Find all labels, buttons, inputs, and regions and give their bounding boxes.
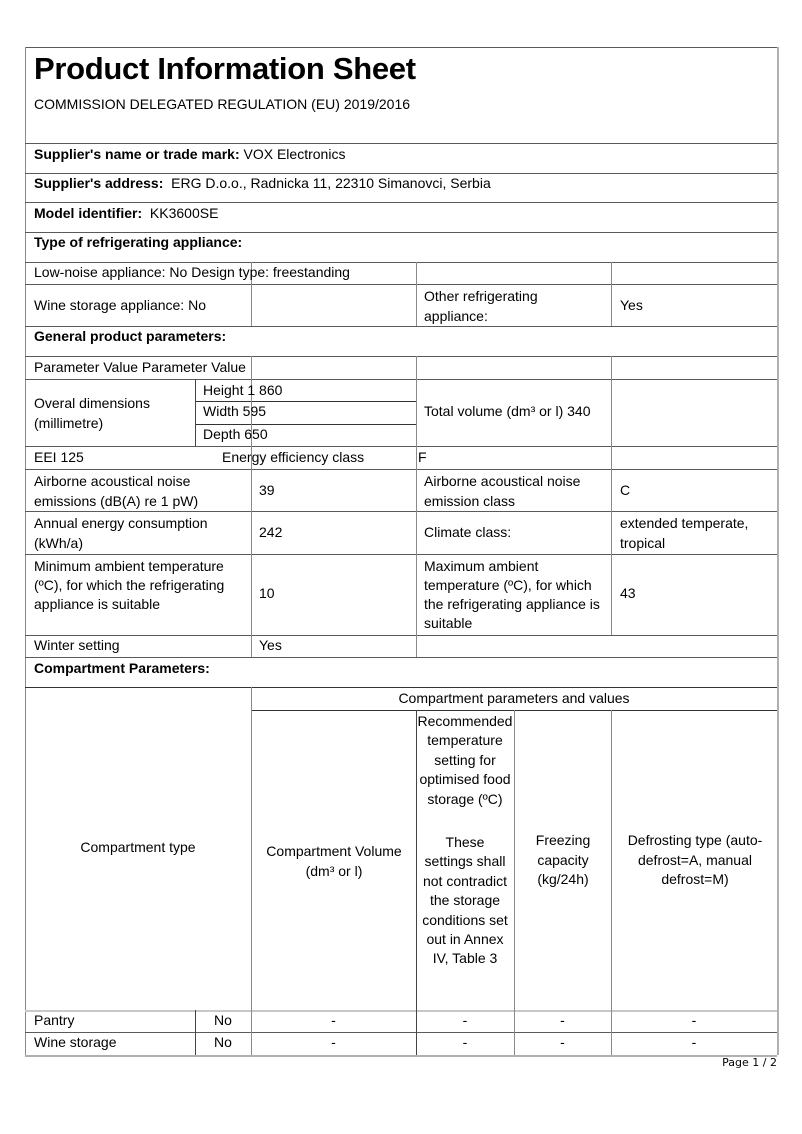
rule — [25, 511, 777, 512]
supplier-address-label: Supplier's address: — [34, 175, 164, 191]
rule — [25, 687, 777, 688]
col-line — [195, 379, 196, 446]
col-line — [611, 710, 612, 1055]
general-params-heading: General product parameters: — [34, 328, 227, 344]
min-temp-value: 10 — [259, 585, 275, 601]
row-wine-freezing: - — [560, 1034, 565, 1050]
col-line — [611, 356, 612, 469]
dimension-depth: Depth 650 — [203, 426, 268, 442]
row-pantry-type: Pantry — [34, 1012, 75, 1028]
other-refrigerating-label: Other refrigerating appliance: — [424, 288, 538, 324]
rule — [25, 469, 777, 470]
low-noise-design-type: Low-noise appliance: No Design type: freestanding — [34, 264, 350, 280]
noise-emissions-label: Airborne acoustical noise emissions (dB(A) re 1 pW) — [34, 473, 199, 509]
frame-right — [777, 47, 779, 1055]
col-line — [611, 262, 612, 326]
row-wine-volume: - — [331, 1034, 336, 1050]
row-pantry-present: No — [214, 1012, 232, 1028]
rule — [195, 424, 416, 425]
supplier-name-label: Supplier's name or trade mark: — [34, 146, 240, 162]
regulation-subtitle: COMMISSION DELEGATED REGULATION (EU) 2019/2016 — [34, 96, 411, 112]
col-line — [251, 356, 252, 379]
row-wine-type: Wine storage — [34, 1034, 117, 1050]
col-line — [251, 284, 252, 326]
compartment-params-heading: Compartment Parameters: — [34, 660, 210, 676]
rule — [25, 356, 777, 357]
rule — [25, 202, 777, 203]
col-line — [611, 469, 612, 635]
appliance-type-heading: Type of refrigerating appliance: — [34, 234, 243, 250]
noise-emissions-value: 39 — [259, 482, 275, 498]
supplier-address-row — [34, 175, 491, 192]
rule — [25, 173, 777, 174]
rule — [195, 401, 416, 402]
row-pantry-defrost: - — [691, 1012, 697, 1028]
col-temp-note: These settings shall not contradict the storage conditions set out in Annex IV, Table 3 — [422, 834, 508, 967]
row-pantry-freezing: - — [560, 1012, 565, 1028]
supplier-address-value: ERG D.o.o., Radnicka 11, 22310 Simanovci, Serbia — [171, 175, 491, 191]
rule — [25, 657, 777, 658]
row-pantry-temp: - — [462, 1012, 468, 1028]
dimension-width: Width 595 — [203, 403, 267, 419]
noise-class-value: C — [620, 482, 631, 498]
col-line — [251, 469, 252, 657]
col-defrosting-type: Defrosting type (auto-defrost=A, manual defrost=M) — [627, 832, 763, 887]
energy-class-value: F — [418, 449, 427, 465]
rule — [25, 379, 777, 380]
col-line — [416, 469, 417, 657]
col-compartment-type: Compartment type — [80, 839, 196, 855]
col-line — [251, 687, 252, 1055]
model-identifier-row — [34, 205, 218, 222]
col-recommended-temp: Recommended temperature setting for optimised food storage (ºC) — [417, 713, 513, 807]
col-compartment-volume: Compartment Volume (dm³ or l) — [266, 843, 402, 879]
frame-left — [25, 47, 26, 1055]
dimension-height: Height 1 860 — [203, 382, 283, 398]
rule — [25, 284, 777, 285]
winter-setting-label: Winter setting — [34, 637, 120, 653]
frame-bottom — [25, 1055, 777, 1057]
col-line — [416, 356, 417, 469]
col-freezing-capacity: Freezing capacity (kg/24h) — [535, 832, 591, 887]
energy-class-label: Energy efficiency class — [222, 449, 365, 465]
total-volume: Total volume (dm³ or l) 340 — [424, 403, 591, 419]
eei-value: EEI 125 — [34, 449, 84, 465]
rule — [25, 143, 777, 144]
annual-energy-label: Annual energy consumption (kWh/a) — [34, 515, 208, 551]
model-identifier-value: KK3600SE — [149, 205, 219, 221]
max-temp-value: 43 — [620, 585, 636, 601]
rule — [25, 1032, 777, 1033]
model-identifier-label: Model identifier: — [34, 205, 143, 221]
compartment-group-header: Compartment parameters and values — [398, 690, 630, 706]
page-title: Product Information Sheet — [34, 51, 416, 86]
max-temp-label: Maximum ambient temperature (ºC), for which the refrigerating appliance is suitable — [424, 558, 600, 631]
min-temp-label: Minimum ambient temperature (ºC), for which the refrigerating appliance is suitable — [34, 558, 225, 612]
winter-setting-value: Yes — [259, 637, 282, 653]
rule — [25, 554, 777, 555]
supplier-name-value: VOX Electronics — [243, 146, 346, 162]
row-wine-temp: - — [462, 1034, 468, 1050]
other-refrigerating-value: Yes — [620, 297, 643, 313]
rule — [25, 635, 777, 636]
rule — [25, 326, 777, 327]
rule — [25, 262, 777, 263]
rule — [25, 446, 777, 447]
dimensions-label: Overal dimensions (millimetre) — [34, 395, 150, 431]
frame-top — [25, 47, 777, 48]
climate-class-value: extended temperate, tropical — [620, 515, 749, 551]
climate-class-label: Climate class: — [424, 524, 512, 540]
rule — [25, 232, 777, 233]
noise-class-label: Airborne acoustical noise emission class — [424, 473, 581, 509]
params-header-row: Parameter Value Parameter Value — [34, 359, 246, 375]
annual-energy-value: 242 — [259, 524, 283, 540]
row-pantry-volume: - — [331, 1012, 336, 1028]
row-wine-present: No — [214, 1034, 232, 1050]
supplier-name-row — [34, 146, 345, 163]
wine-storage-appliance: Wine storage appliance: No — [34, 297, 206, 313]
page-number: Page 1 / 2 — [722, 1056, 777, 1069]
row-wine-defrost: - — [691, 1034, 697, 1050]
col-line — [416, 262, 417, 326]
